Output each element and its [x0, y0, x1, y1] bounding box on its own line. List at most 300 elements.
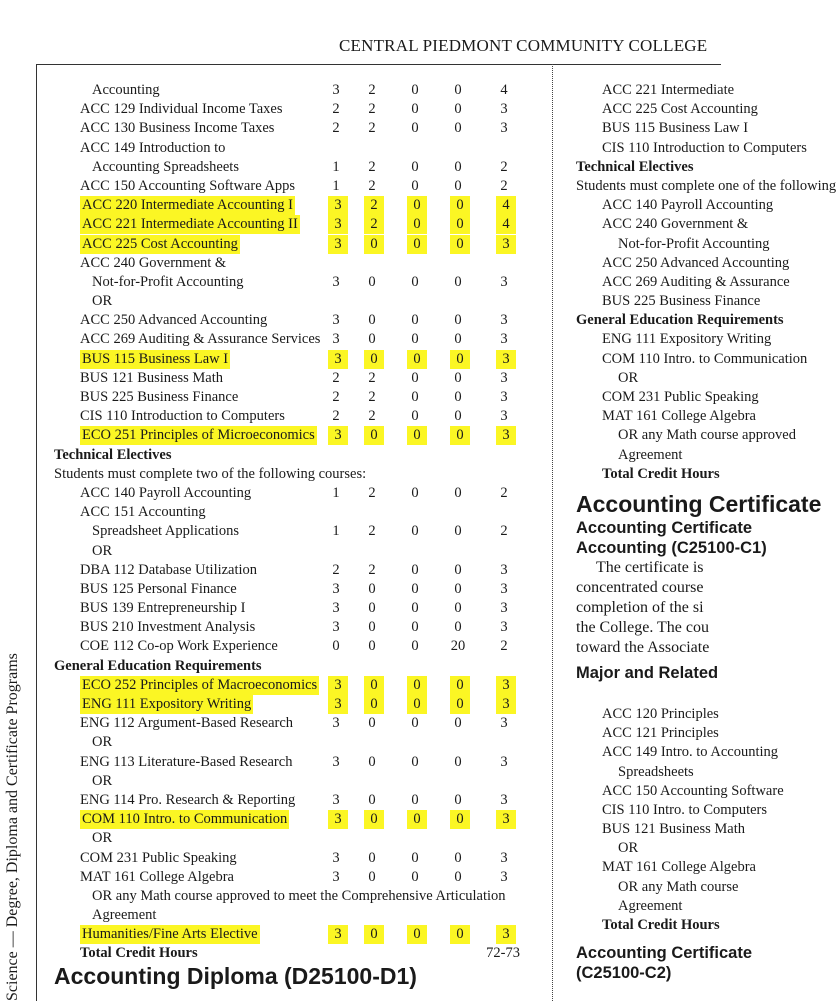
credit-value: 3	[332, 600, 340, 617]
credit-value: 3	[500, 101, 508, 118]
course-row	[576, 820, 746, 839]
credit-value: 2	[368, 369, 376, 386]
course-name: ENG 113 Literature-Based Research	[80, 753, 293, 770]
credit-value: 0	[332, 638, 340, 655]
course-row	[54, 925, 534, 944]
credit-value: 3	[496, 426, 516, 445]
course-name: Humanities/Fine Arts Elective	[82, 926, 258, 943]
course-name: Total Credit Hours	[602, 465, 720, 482]
course-row	[54, 465, 534, 484]
credit-value: 2	[364, 196, 384, 215]
credit-value: 0	[450, 215, 470, 234]
credit-value: 3	[500, 408, 508, 425]
credit-value: 0	[411, 120, 419, 137]
course-row	[54, 772, 534, 791]
credit-value: 0	[454, 273, 462, 290]
credit-value: 0	[364, 925, 384, 944]
course-name: Agreement	[618, 446, 683, 463]
course-row	[54, 311, 534, 330]
course-name: Students must complete two of the following courses:	[54, 465, 367, 482]
course-name: COM 110 Intro. to Communication	[602, 350, 808, 367]
section-title-certificate: Accounting Certificate	[576, 490, 822, 517]
course-row	[54, 599, 534, 618]
course-name: Technical Electives	[54, 446, 172, 463]
course-row	[576, 81, 735, 100]
course-name: ACC 149 Introduction to	[80, 139, 226, 156]
credit-value: 3	[332, 849, 340, 866]
credit-value: 2	[368, 101, 376, 118]
credit-value: 0	[411, 619, 419, 636]
course-name: ACC 225 Cost Accounting	[82, 235, 238, 252]
course-row	[576, 763, 721, 782]
course-name: ACC 269 Auditing & Assurance Services	[80, 331, 321, 348]
credit-value: 3	[328, 235, 348, 254]
course-name: Accounting Spreadsheets	[92, 158, 239, 175]
credit-value: 3	[500, 619, 508, 636]
course-name: BUS 115 Business Law I	[602, 120, 749, 137]
credit-value: 3	[500, 868, 508, 885]
credit-value: 2	[500, 638, 508, 655]
course-name: OR	[92, 293, 113, 310]
credit-value: 0	[407, 426, 427, 445]
course-name: Agreement	[618, 897, 683, 914]
credit-value: 0	[368, 868, 376, 885]
course-row	[576, 426, 796, 445]
credit-value: 0	[364, 350, 384, 369]
course-name: ACC 240 Government &	[602, 216, 749, 233]
credit-value: 3	[500, 120, 508, 137]
credit-value: 2	[332, 369, 340, 386]
course-name: ACC 130 Business Income Taxes	[80, 120, 275, 137]
credit-value: 3	[332, 619, 340, 636]
credit-value: 0	[364, 235, 384, 254]
course-name: CIS 110 Introduction to Computers	[80, 408, 285, 425]
course-row	[576, 724, 721, 743]
course-row	[576, 139, 807, 158]
course-name: ACC 269 Auditing & Assurance	[602, 273, 790, 290]
cert-description	[576, 558, 721, 658]
credit-value: 0	[454, 868, 462, 885]
credit-value: 0	[407, 695, 427, 714]
course-name: BUS 121 Business Math	[602, 821, 746, 838]
description-line: concentrated course	[576, 578, 704, 596]
credit-value: 20	[450, 638, 466, 655]
course-name: OR	[92, 734, 113, 751]
credit-value: 2	[500, 158, 508, 175]
description-line: The certificate is	[596, 558, 704, 576]
credit-value: 2	[364, 215, 384, 234]
course-name: ACC 151 Accounting	[80, 504, 206, 521]
course-name: OR	[92, 542, 113, 559]
credit-value: 0	[454, 619, 462, 636]
credit-value: 0	[454, 791, 462, 808]
course-name: Spreadsheets	[618, 763, 694, 780]
course-row	[576, 465, 721, 484]
course-row	[576, 254, 790, 273]
course-row	[54, 522, 534, 541]
credit-value: 2	[332, 561, 340, 578]
course-name: ENG 114 Pro. Research & Reporting	[80, 791, 296, 808]
credit-value: 0	[411, 523, 419, 540]
course-row	[54, 350, 534, 369]
credit-value: 0	[411, 561, 419, 578]
course-name: MAT 161 College Algebra	[602, 859, 756, 876]
course-name: ACC 150 Accounting Software Apps	[80, 177, 296, 194]
course-name: ACC 250 Advanced Accounting	[602, 254, 790, 271]
course-name: OR any Math course approved	[618, 427, 796, 444]
right-course-list-b	[576, 705, 784, 935]
credit-value: 0	[411, 484, 419, 501]
course-row	[54, 561, 534, 580]
course-row	[54, 369, 534, 388]
credit-value: 0	[454, 408, 462, 425]
credit-value: 0	[368, 715, 376, 732]
course-name: CIS 110 Intro. to Computers	[602, 801, 768, 818]
credit-value: 4	[500, 82, 508, 98]
credit-value: 0	[411, 158, 419, 175]
course-name: OR	[618, 369, 639, 386]
right-course-list-a	[576, 81, 836, 484]
sidebar-running-title: Science — Degree, Diploma and Certificate Programs	[4, 653, 21, 1001]
description-line: completion of the si	[576, 598, 704, 616]
credit-value: 3	[332, 753, 340, 770]
credit-value: 4	[496, 215, 516, 234]
credit-value: 0	[411, 273, 419, 290]
credit-value: 3	[328, 215, 348, 234]
credit-value: 0	[454, 312, 462, 329]
course-row	[576, 858, 756, 877]
column-divider	[552, 64, 553, 1001]
credit-value: 0	[454, 600, 462, 617]
course-name: ACC 129 Individual Income Taxes	[80, 101, 283, 118]
course-row	[54, 868, 534, 887]
credit-value: 3	[500, 312, 508, 329]
credit-value: 3	[332, 82, 340, 98]
credit-value: 0	[411, 369, 419, 386]
course-row	[576, 916, 721, 935]
credit-value: 0	[454, 389, 462, 405]
course-name: ACC 150 Accounting Software	[602, 782, 784, 799]
credit-value: 0	[407, 925, 427, 944]
course-name: MAT 161 College Algebra	[80, 868, 234, 885]
credit-value: 3	[496, 695, 516, 714]
credit-value: 3	[332, 312, 340, 329]
course-row	[54, 388, 534, 407]
cert-bottom-title-1: Accounting Certificate	[576, 944, 753, 963]
course-name: ECO 252 Principles of Macroeconomics	[82, 676, 318, 693]
total-credit-hours-value: 72-73	[486, 945, 520, 962]
course-row	[54, 542, 534, 561]
cert-title-line-1: Accounting Certificate	[576, 518, 753, 537]
credit-value: 3	[332, 580, 340, 597]
course-row	[54, 292, 534, 311]
credit-value: 0	[411, 600, 419, 617]
course-name: Not-for-Profit Accounting	[92, 273, 244, 290]
course-name: ENG 112 Argument-Based Research	[80, 715, 294, 732]
credit-value: 0	[454, 158, 462, 175]
course-name: BUS 225 Business Finance	[80, 389, 239, 405]
credit-value: 0	[407, 196, 427, 215]
cert-bottom-title-2: (C25100-C2)	[576, 964, 672, 983]
course-name: Total Credit Hours	[80, 945, 198, 962]
course-row	[576, 273, 790, 292]
credit-value: 0	[454, 523, 462, 540]
course-name: Technical Electives	[576, 158, 694, 175]
credit-value: 0	[450, 810, 470, 829]
course-row	[54, 254, 534, 273]
credit-value: 3	[332, 791, 340, 808]
credit-value: 3	[328, 196, 348, 215]
credit-value: 0	[368, 331, 376, 348]
credit-value: 0	[411, 868, 419, 885]
course-row	[576, 407, 756, 426]
description-line: toward the Associate	[576, 638, 710, 656]
course-row	[54, 81, 534, 100]
credit-value: 2	[332, 389, 340, 405]
credit-value: 0	[454, 177, 462, 194]
credit-value: 2	[368, 177, 376, 194]
credit-value: 0	[368, 619, 376, 636]
course-row	[54, 791, 534, 810]
credit-value: 0	[411, 331, 419, 348]
course-name: General Education Requirements	[54, 657, 262, 674]
right-column	[576, 81, 836, 983]
course-name: ACC 149 Intro. to Accounting	[602, 744, 779, 761]
credit-value: 0	[368, 600, 376, 617]
credit-value: 2	[332, 120, 340, 137]
credit-value: 2	[368, 484, 376, 501]
left-border-rule	[36, 64, 37, 1001]
credit-value: 3	[328, 810, 348, 829]
credit-value: 0	[454, 561, 462, 578]
course-row	[576, 369, 721, 388]
credit-value: 0	[368, 273, 376, 290]
credit-value: 0	[368, 849, 376, 866]
credit-value: 4	[496, 196, 516, 215]
course-name: ACC 140 Payroll Accounting	[602, 197, 774, 214]
course-row	[576, 350, 808, 369]
course-row	[576, 119, 749, 138]
course-row	[576, 158, 721, 177]
course-name: BUS 139 Entrepreneurship I	[80, 600, 246, 617]
credit-value: 3	[500, 753, 508, 770]
course-row	[54, 330, 534, 349]
credit-value: 0	[368, 580, 376, 597]
course-name: ACC 221 Intermediate	[602, 82, 735, 98]
course-name: ECO 251 Principles of Microeconomics	[82, 427, 315, 444]
credit-value: 0	[364, 676, 384, 695]
credit-value: 2	[368, 523, 376, 540]
credit-value: 0	[407, 215, 427, 234]
course-name: General Education Requirements	[576, 312, 784, 329]
credit-value: 0	[411, 312, 419, 329]
cert-title-line-2: Accounting (C25100-C1)	[576, 538, 767, 557]
course-row	[576, 196, 774, 215]
credit-value: 2	[368, 408, 376, 425]
credit-value: 0	[450, 426, 470, 445]
credit-value: 3	[496, 925, 516, 944]
credit-value: 0	[411, 580, 419, 597]
credit-value: 3	[496, 676, 516, 695]
credit-value: 0	[454, 331, 462, 348]
course-row	[54, 714, 534, 733]
course-row	[576, 100, 758, 119]
course-name: ENG 111 Expository Writing	[82, 696, 252, 712]
credit-value: 1	[332, 523, 340, 540]
credit-value: 0	[407, 235, 427, 254]
credit-value: 3	[496, 235, 516, 254]
credit-value: 0	[450, 196, 470, 215]
credit-value: 0	[411, 753, 419, 770]
course-name: OR	[92, 830, 113, 847]
course-row	[54, 273, 534, 292]
credit-value: 3	[328, 426, 348, 445]
course-row	[54, 887, 534, 906]
credit-value: 3	[332, 331, 340, 348]
credit-value: 3	[500, 600, 508, 617]
course-row	[54, 407, 534, 426]
credit-value: 2	[500, 523, 508, 540]
credit-value: 0	[454, 484, 462, 501]
credit-value: 0	[454, 753, 462, 770]
course-name: ACC 121 Principles	[602, 725, 719, 742]
course-name: ACC 225 Cost Accounting	[602, 101, 758, 118]
credit-value: 3	[500, 273, 508, 290]
credit-value: 0	[364, 426, 384, 445]
credit-value: 0	[450, 235, 470, 254]
course-name: ACC 250 Advanced Accounting	[80, 312, 268, 329]
header-rule	[36, 64, 721, 65]
course-row	[54, 829, 534, 848]
course-row	[576, 878, 739, 897]
credit-value: 3	[332, 273, 340, 290]
course-name: ACC 120 Principles	[602, 705, 719, 722]
course-name: Agreement	[92, 907, 157, 924]
course-name: BUS 115 Business Law I	[82, 350, 229, 367]
credit-value: 2	[368, 82, 376, 98]
credit-value: 3	[328, 350, 348, 369]
course-row	[54, 944, 534, 963]
credit-value: 2	[368, 158, 376, 175]
credit-value: 1	[332, 158, 340, 175]
course-row	[54, 849, 534, 868]
credit-value: 3	[500, 331, 508, 348]
credit-value: 1	[332, 177, 340, 194]
credit-value: 3	[496, 810, 516, 829]
course-row	[54, 695, 534, 714]
course-name: Spreadsheet Applications	[92, 523, 239, 540]
credit-value: 0	[411, 82, 419, 98]
course-row	[576, 743, 779, 762]
course-row	[576, 311, 784, 330]
course-row	[576, 235, 770, 254]
course-row	[54, 484, 534, 503]
credit-value: 0	[368, 312, 376, 329]
course-name: COM 231 Public Speaking	[80, 849, 237, 866]
credit-value: 3	[500, 369, 508, 386]
credit-value: 0	[454, 369, 462, 386]
description-line: the College. The cou	[576, 618, 709, 636]
course-name: ACC 140 Payroll Accounting	[80, 484, 252, 501]
credit-value: 2	[368, 389, 376, 405]
course-name: Accounting	[92, 82, 160, 98]
course-row	[576, 446, 721, 465]
course-name: MAT 161 College Algebra	[602, 408, 756, 425]
credit-value: 0	[407, 676, 427, 695]
credit-value: 0	[364, 810, 384, 829]
credit-value: 2	[500, 177, 508, 194]
credit-value: 3	[500, 791, 508, 808]
course-row	[54, 446, 534, 465]
course-name: ACC 220 Intermediate Accounting I	[82, 197, 294, 214]
course-name: DBA 112 Database Utilization	[80, 561, 258, 578]
credit-value: 0	[368, 638, 376, 655]
credit-value: 0	[454, 849, 462, 866]
credit-value: 0	[450, 676, 470, 695]
credit-value: 3	[500, 580, 508, 597]
credit-value: 0	[411, 849, 419, 866]
course-name: COM 110 Intro. to Communication	[82, 811, 288, 828]
left-column-course-list	[54, 81, 534, 964]
credit-value: 2	[332, 408, 340, 425]
credit-value: 3	[332, 715, 340, 732]
credit-value: 0	[454, 120, 462, 137]
credit-value: 0	[407, 810, 427, 829]
credit-value: 2	[500, 484, 508, 501]
course-row	[54, 119, 534, 138]
course-name: CIS 110 Introduction to Computers	[602, 139, 807, 156]
course-name: ACC 221 Intermediate Accounting II	[82, 216, 298, 233]
course-name: ACC 240 Government &	[80, 254, 227, 271]
credit-value: 0	[411, 791, 419, 808]
credit-value: 2	[368, 561, 376, 578]
credit-value: 0	[411, 408, 419, 425]
credit-value: 0	[411, 101, 419, 118]
course-name: COE 112 Co-op Work Experience	[80, 638, 278, 655]
course-row	[54, 618, 534, 637]
major-related-heading: Major and Related	[576, 663, 719, 682]
course-row	[54, 196, 534, 215]
course-row	[576, 897, 721, 916]
credit-value: 0	[368, 791, 376, 808]
credit-value: 3	[328, 676, 348, 695]
credit-value: 0	[450, 925, 470, 944]
credit-value: 3	[328, 695, 348, 714]
credit-value: 0	[411, 715, 419, 732]
course-name: BUS 125 Personal Finance	[80, 580, 237, 597]
course-name: Total Credit Hours	[602, 917, 720, 933]
course-name: OR any Math course	[618, 878, 739, 895]
page-header: CENTRAL PIEDMONT COMMUNITY COLLEGE	[339, 36, 708, 55]
course-row	[576, 292, 761, 311]
credit-value: 0	[454, 101, 462, 118]
course-row	[54, 177, 534, 196]
credit-value: 0	[364, 695, 384, 714]
course-row	[576, 177, 836, 196]
credit-value: 3	[496, 350, 516, 369]
course-name: BUS 121 Business Math	[80, 369, 224, 386]
course-row	[54, 139, 534, 158]
course-row	[576, 839, 721, 858]
credit-value: 0	[450, 695, 470, 714]
course-row	[54, 657, 534, 676]
credit-value: 2	[332, 101, 340, 118]
course-row	[54, 906, 534, 925]
credit-value: 0	[454, 580, 462, 597]
course-row	[54, 235, 534, 254]
course-row	[576, 705, 721, 724]
credit-value: 3	[500, 715, 508, 732]
